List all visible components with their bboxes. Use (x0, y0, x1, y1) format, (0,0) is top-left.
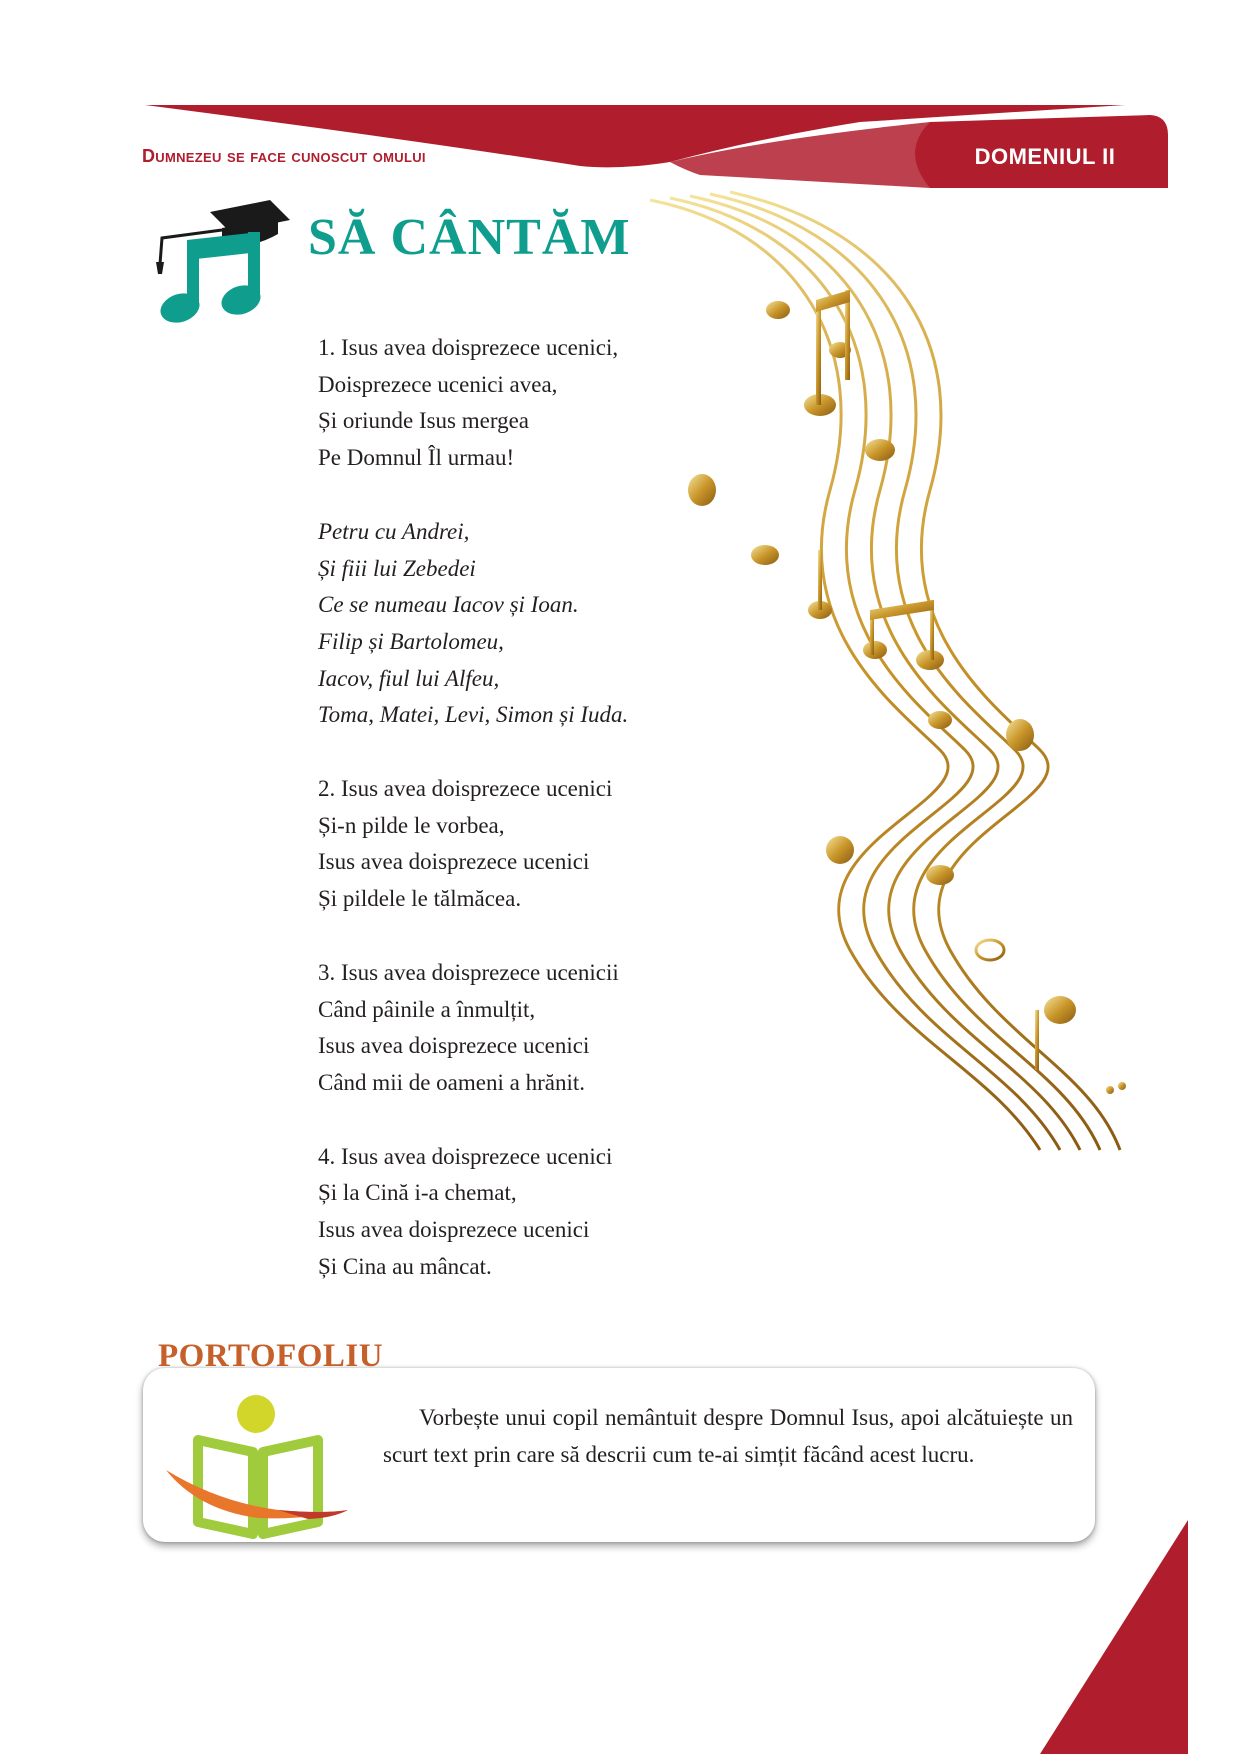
lyric-line: Isus avea doisprezece ucenici (318, 1033, 590, 1059)
lyric-line: Când pâinile a înmulțit, (318, 996, 536, 1022)
portfolio-title: PORTOFOLIU (158, 1338, 384, 1374)
lyric-line: Și la Cină i-a chemat, (318, 1180, 517, 1206)
header-band (0, 0, 1240, 200)
portfolio-instructions: Vorbește unui copil nemântuit despre Domnul Isus, apoi alcătuiește un scurt text prin care să descrii cum te-ai simțit făcând acest lucru. (383, 1405, 1073, 1467)
graduation-cap-music-note-icon (150, 190, 295, 325)
lyric-line: Și-n pilde le vorbea, (318, 812, 505, 838)
lyric-line: Și oriunde Isus mergea (318, 408, 530, 434)
stanza-1 (318, 330, 738, 477)
lyric-line: Filip și Bartolomeu, (318, 628, 504, 654)
page-corner-triangle (1020, 1520, 1240, 1754)
lyric-line: Toma, Matei, Levi, Simon și Iuda. (318, 702, 629, 728)
stanza-4 (318, 1139, 738, 1286)
lyric-line: Isus avea doisprezece ucenici (318, 849, 590, 875)
lyric-line: 3. Isus avea doisprezece ucenicii (318, 959, 619, 985)
chapter-title: Dumnezeu se face cunoscut omului (142, 146, 426, 166)
lyric-line: Ce se numeau Iacov și Ioan. (318, 592, 579, 618)
open-book-reader-icon (158, 1382, 348, 1542)
lyric-line: 1. Isus avea doisprezece ucenici, (318, 335, 619, 360)
refrain (318, 514, 738, 734)
lyric-line: Și pildele le tălmăcea. (318, 886, 522, 912)
lyric-line: Doisprezece ucenici avea, (318, 371, 558, 397)
lyric-line: Isus avea doisprezece ucenici (318, 1217, 590, 1243)
lyric-line: Când mii de oameni a hrănit. (318, 1069, 585, 1095)
lyric-line: Pe Domnul Îl urmau! (318, 445, 515, 471)
page-title: SĂ CÂNTĂM (308, 209, 631, 266)
song-lyrics (318, 330, 738, 1322)
lyric-line: 2. Isus avea doisprezece ucenici (318, 776, 613, 802)
lyric-line: Și Cina au mâncat. (318, 1253, 492, 1279)
stanza-2 (318, 771, 738, 918)
lyric-line: Iacov, fiul lui Alfeu, (318, 665, 500, 691)
lyric-line: 4. Isus avea doisprezece ucenici (318, 1143, 613, 1169)
stanza-3 (318, 955, 738, 1102)
page-number: 47 (1104, 1572, 1126, 1597)
lyric-line: Petru cu Andrei, (318, 518, 470, 544)
domain-label: DOMENIUL II (974, 144, 1116, 169)
lyric-line: Și fiii lui Zebedei (318, 555, 476, 581)
